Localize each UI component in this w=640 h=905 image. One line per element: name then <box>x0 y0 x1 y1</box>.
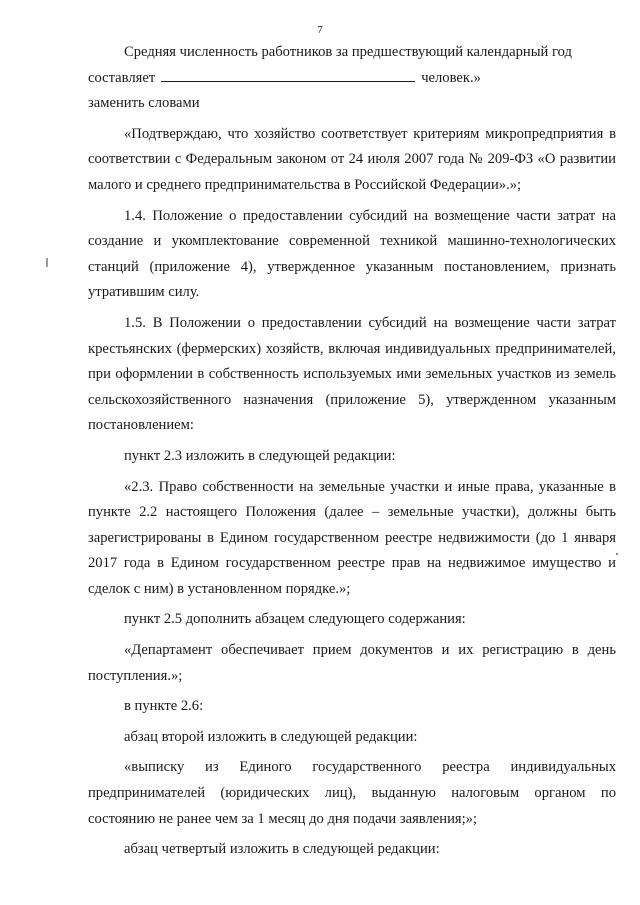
page-number: 7 <box>317 24 323 36</box>
paragraph-item-2-3-intro: пункт 2.3 изложить в следующей редакции: <box>124 447 396 464</box>
margin-mark <box>46 258 48 267</box>
paragraph-confirmation-quote: «Подтверждаю, что хозяйство соответствует критериям микропредприятия в соответствии с Федеральным законом от 24 июля 2007 года № 209-ФЗ «О развитии малого и среднего предпринимательства в Российской Федерации».»; <box>88 125 616 193</box>
paragraph-headcount-fill-line <box>88 66 616 92</box>
fill-line-left-text: составляет <box>88 69 156 86</box>
paragraph-average-headcount: Средняя численность работников за предшествующий календарный год <box>124 44 572 60</box>
margin-mark <box>616 553 618 555</box>
paragraph-fourth-abzac-intro: абзац четвертый изложить в следующей редакции: <box>124 841 440 858</box>
paragraph-second-abzac-intro: абзац второй изложить в следующей редакции: <box>124 728 418 745</box>
paragraph-1-4: 1.4. Положение о предоставлении субсидий на возмещение части затрат на создание и укомплектование современной техникой машинно-технологических станций (приложение 4), утвержденное указанным постановлением, признать утратившим силу. <box>88 207 616 301</box>
paragraph-item-2-6-intro: в пункте 2.6: <box>124 698 204 715</box>
document-body <box>88 40 616 863</box>
fill-line-right-text: человек.» <box>421 69 481 86</box>
paragraph-1-5: 1.5. В Положении о предоставлении субсидий на возмещение части затрат крестьянских (фермерских) хозяйств, включая индивидуальных предпринимателей, при оформлении в собственность используемых ими земельных участков из земель сельскохозяйственного назначения (приложение 5), утвержденном указанным постановлением: <box>88 314 616 434</box>
paragraph-replace-words: заменить словами <box>88 95 200 112</box>
paragraph-second-abzac-text: «выписку из Единого государственного реестра индивидуальных предпринимателей (юридических лиц), выданную налоговым органом по состоянию не ранее чем за 1 месяц до дня подачи заявления;»; <box>88 759 616 827</box>
paragraph-item-2-3-text: «2.3. Право собственности на земельные участки и иные права, указанные в пункте 2.2 настоящего Положения (далее – земельные участки), должны быть зарегистрированы в Едином государственном реестре недвижимости (до 1 января 2017 года в Едином государственном реестре прав на недвижимое имущество и сделок с ним) в установленном порядке.»; <box>88 478 616 597</box>
paragraph-item-2-5-text: «Департамент обеспечивает прием документов и их регистрацию в день поступления.»; <box>88 642 616 684</box>
paragraph-item-2-5-intro: пункт 2.5 дополнить абзацем следующего содержания: <box>124 611 466 628</box>
blank-fill-line <box>161 67 415 82</box>
